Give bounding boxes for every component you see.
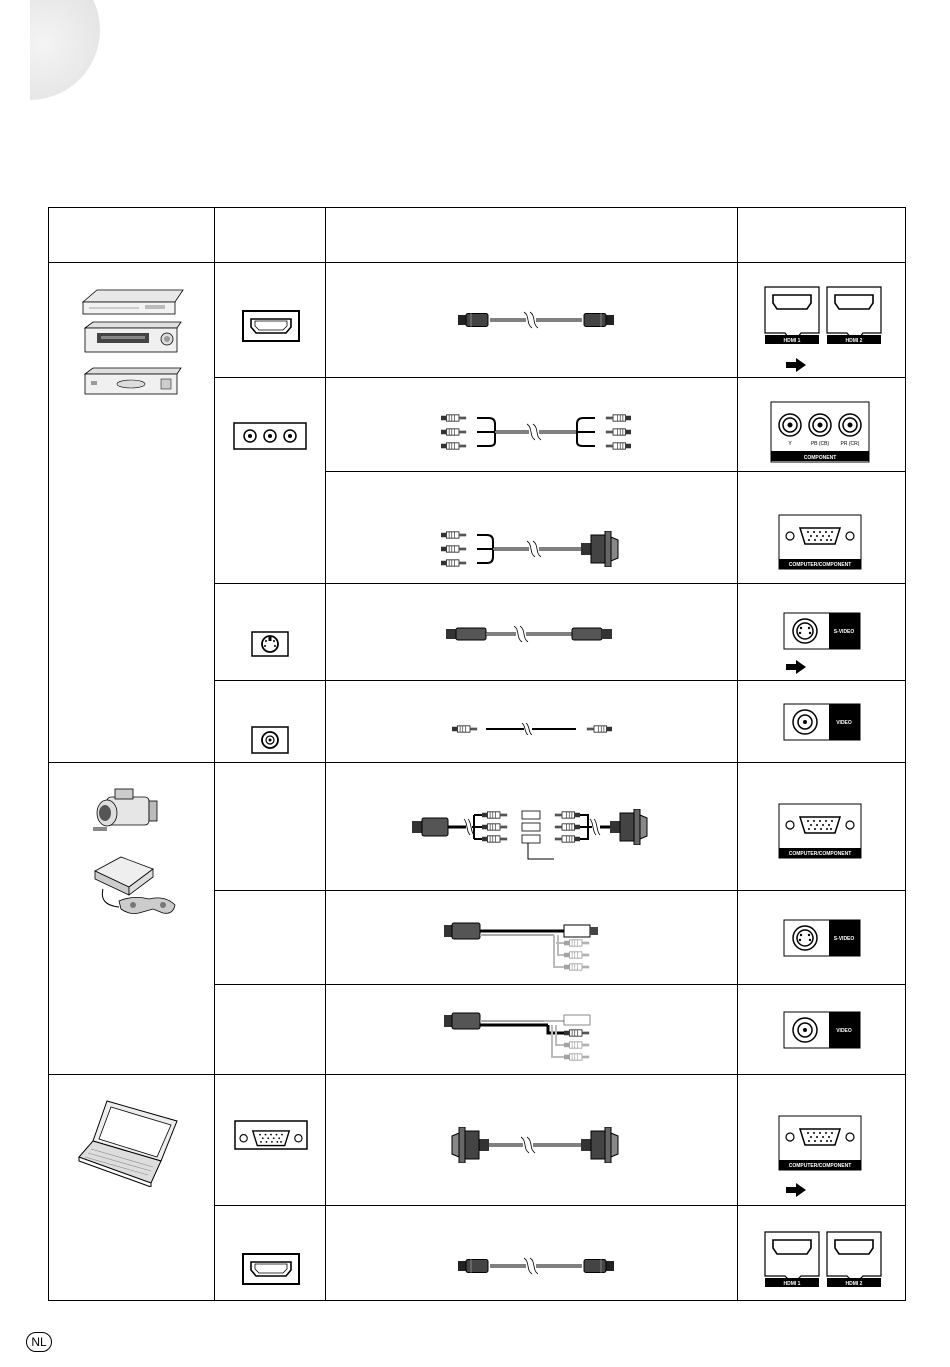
terminal-cell-hdmi-2: [215, 1206, 326, 1301]
cable-cell-component-to-vga: [326, 472, 738, 584]
laptop-icon: [77, 1097, 187, 1187]
hdmi1-port: [765, 287, 819, 344]
device-cell-computer: [49, 1075, 215, 1301]
vga-port-icon: [778, 803, 862, 859]
video-equipment-icons: [79, 288, 189, 413]
cable-cell-hdmi: [326, 263, 738, 378]
cable-cell-hdmi-2: [326, 1206, 738, 1301]
terminal-cell-component: [215, 378, 326, 584]
arrow-icon: [786, 1183, 806, 1197]
arrow-icon: [786, 358, 806, 372]
port-cell-svideo-2: [738, 891, 906, 985]
port-cell-hdmi-2: [738, 1206, 906, 1301]
dvd-player-icon: [83, 290, 183, 314]
cable-cell-svideo: [326, 584, 738, 681]
av-to-vga-cable-icon: [412, 807, 652, 863]
vcr-icon: [85, 322, 181, 352]
svg-text:Y: Y: [788, 441, 792, 447]
settop-box-icon: [85, 368, 181, 394]
svg-text:PB (CB): PB (CB): [810, 441, 830, 447]
svideo-cable-icon: [444, 626, 616, 642]
vga-port-icon: [778, 514, 862, 570]
header-cell-projector-terminal: [738, 208, 906, 263]
svg-text:VIDEO: VIDEO: [836, 720, 852, 726]
connection-table: [48, 207, 906, 1301]
vga-cable-icon: [451, 1127, 621, 1163]
cable-cell-video: [326, 681, 738, 763]
svg-text:HDMI 1: HDMI 1: [783, 338, 801, 344]
corner-decoration-mask: [0, 0, 30, 100]
port-cell-video-2: [738, 985, 906, 1075]
svg-text:PR (CR): PR (CR): [840, 441, 860, 447]
cable-cell-component: [326, 378, 738, 472]
av-to-video-cable-icon: [444, 1009, 624, 1069]
terminal-cell-av-out: [215, 763, 326, 891]
game-console-icon: [95, 857, 175, 914]
svg-text:S-VIDEO: S-VIDEO: [833, 629, 855, 635]
svg-text:HDMI 2: HDMI 2: [845, 338, 863, 344]
hdmi-cable-icon: [456, 308, 616, 332]
terminal-cell-av-out-svideo: [215, 891, 326, 985]
svideo-port-icon: [783, 919, 861, 957]
component-terminal-icon: [233, 422, 307, 450]
svg-text:HDMI 2: HDMI 2: [845, 1281, 863, 1287]
component-cable-icon: [441, 408, 631, 458]
av-to-svideo-cable-icon: [444, 919, 624, 979]
port-cell-computer-component-3: [738, 1075, 906, 1206]
hdmi-ports-icon: [763, 285, 889, 355]
header-cell-device: [49, 208, 215, 263]
port-cell-hdmi: [738, 263, 906, 378]
svg-text:VIDEO: VIDEO: [836, 1028, 852, 1034]
component-ports-icon: [770, 401, 872, 465]
svg-text:S-VIDEO: S-VIDEO: [833, 936, 855, 942]
hdmi-ports-icon: [763, 1230, 889, 1294]
hdmi-terminal-icon: [242, 310, 300, 342]
svideo-port-icon: [783, 612, 861, 650]
cable-cell-av-to-video: [326, 985, 738, 1075]
cable-cell-vga: [326, 1075, 738, 1206]
video-port-icon: [783, 1011, 861, 1049]
video-terminal-icon: [251, 726, 289, 754]
device-cell-camcorder-game: [49, 763, 215, 1075]
port-cell-svideo-1: [738, 584, 906, 681]
camcorder-icon: [93, 789, 157, 831]
svg-text:COMPONENT: COMPONENT: [803, 455, 837, 461]
port-cell-computer-component-1: [738, 472, 906, 584]
terminal-cell-svideo: [215, 584, 326, 681]
svg-text:COMPUTER/COMPONENT: COMPUTER/COMPONENT: [788, 562, 852, 568]
port-cell-computer-component-2: [738, 763, 906, 891]
terminal-cell-av-out-video: [215, 985, 326, 1075]
video-cable-icon: [452, 723, 612, 735]
header-cell-terminal: [215, 208, 326, 263]
device-cell-video-equipment: [49, 263, 215, 763]
header-cell-cable: [326, 208, 738, 263]
terminal-cell-vga: [215, 1075, 326, 1206]
port-cell-component: [738, 378, 906, 472]
video-port-icon: [783, 703, 861, 741]
hdmi-cable-icon: [456, 1254, 616, 1278]
vga-terminal-icon: [234, 1120, 308, 1150]
port-cell-video-1: [738, 681, 906, 763]
language-badge: NL: [26, 1332, 52, 1352]
terminal-cell-hdmi: [215, 263, 326, 378]
svg-text:HDMI 1: HDMI 1: [783, 1281, 801, 1287]
cable-cell-av-to-vga: [326, 763, 738, 891]
component-to-vga-cable-icon: [441, 527, 621, 575]
terminal-cell-video: [215, 681, 326, 763]
hdmi2-port: [827, 287, 881, 344]
arrow-icon: [786, 660, 806, 674]
svideo-terminal-icon: [251, 631, 289, 657]
hdmi-terminal-icon: [242, 1253, 300, 1285]
svg-text:COMPUTER/COMPONENT: COMPUTER/COMPONENT: [788, 1163, 852, 1169]
camcorder-game-icons: [89, 783, 189, 933]
vga-port-icon: [778, 1115, 862, 1171]
svg-text:COMPUTER/COMPONENT: COMPUTER/COMPONENT: [788, 851, 852, 857]
cable-cell-av-to-svideo: [326, 891, 738, 985]
